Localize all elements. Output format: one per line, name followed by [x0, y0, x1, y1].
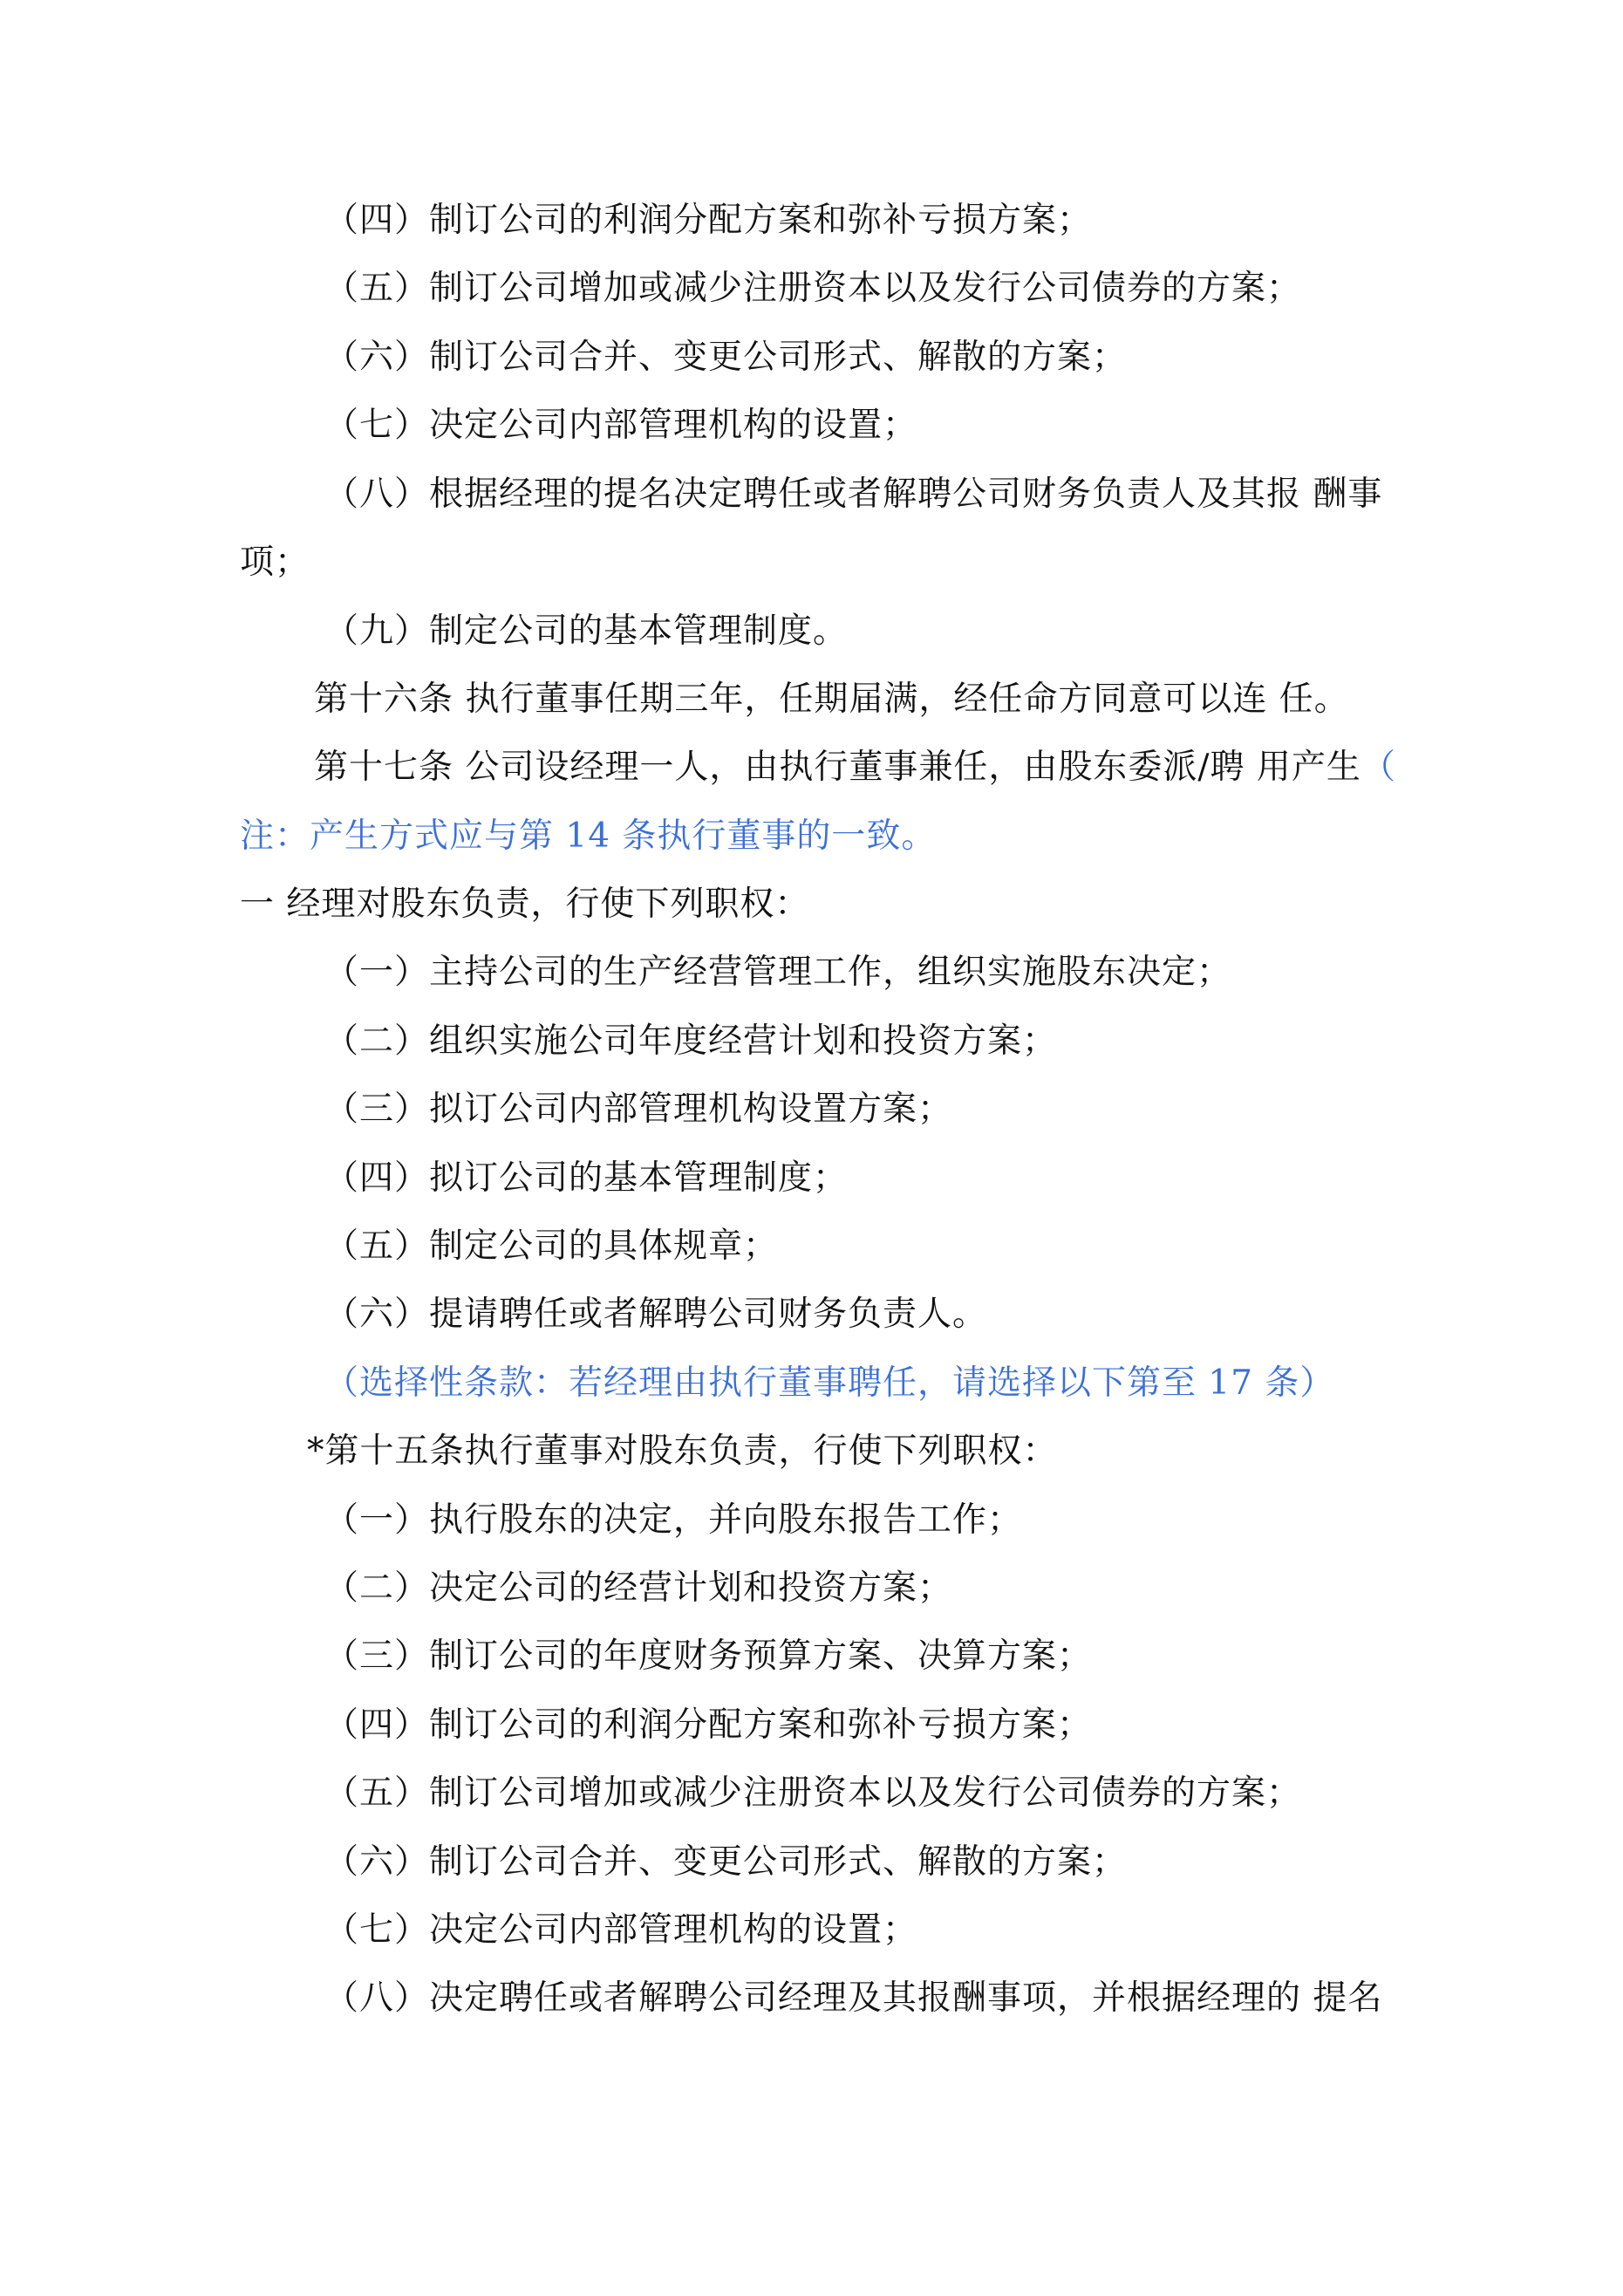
note-line: 注：产生方式应与第 14 条执行董事的一致。 [240, 817, 937, 856]
doc-line-24: （五）制订公司增加或减少注册资本以及发行公司债券的方案； [324, 1773, 1302, 1813]
doc-line-6: 项； [240, 543, 310, 582]
doc-line-13: （二）组织实施公司年度经营计划和投资方案； [324, 1022, 1058, 1061]
note-open-paren: （ [1360, 748, 1396, 787]
doc-line-15: （四）拟订公司的基本管理制度； [324, 1158, 849, 1198]
doc-line-26: （七）决定公司内部管理机构的设置； [324, 1910, 918, 1950]
article-15-alt: *第十五条执行董事对股东负责，行使下列职权： [307, 1432, 1058, 1471]
doc-line-4: （七）决定公司内部管理机构的设置； [324, 406, 918, 445]
doc-line-2: （五）制订公司增加或减少注册资本以及发行公司债券的方案； [324, 269, 1302, 308]
doc-line-23: （四）制订公司的利润分配方案和弥补亏损方案； [324, 1705, 1093, 1745]
doc-line-1: （四）制订公司的利润分配方案和弥补亏损方案； [324, 201, 1093, 240]
doc-line-3: （六）制订公司合并、变更公司形式、解散的方案； [324, 338, 1128, 377]
article-17-text: 第十七条 公司设经理一人，由执行董事兼任，由股东委派/聘 用产生 [314, 748, 1361, 787]
article-17 [314, 746, 1396, 789]
doc-line-27: （八）决定聘任或者解聘公司经理及其报酬事项，并根据经理的 提名 [324, 1978, 1383, 2018]
doc-line-25: （六）制订公司合并、变更公司形式、解散的方案； [324, 1842, 1128, 1882]
doc-line-22: （三）制订公司的年度财务预算方案、决算方案； [324, 1637, 1093, 1676]
manager-duties-heading: 一 经理对股东负责，行使下列职权： [240, 885, 810, 924]
doc-line-7: （九）制定公司的基本管理制度。 [324, 612, 849, 651]
doc-line-17: （六）提请聘任或者解聘公司财务负责人。 [324, 1295, 988, 1334]
doc-line-21: （二）决定公司的经营计划和投资方案； [324, 1568, 953, 1608]
doc-line-20: （一）执行股东的决定，并向股东报告工作； [324, 1500, 1023, 1540]
optional-clause-note: （选择性条款：若经理由执行董事聘任，请选择以下第至 17 条） [324, 1363, 1335, 1403]
doc-line-14: （三）拟订公司内部管理机构设置方案； [324, 1090, 953, 1129]
doc-line-5: （八）根据经理的提名决定聘任或者解聘公司财务负责人及其报 酬事 [324, 475, 1383, 514]
doc-line-12: （一）主持公司的生产经营管理工作，组织实施股东决定； [324, 953, 1232, 992]
article-16: 第十六条 执行董事任期三年，任期届满，经任命方同意可以连 任。 [314, 680, 1349, 719]
doc-line-16: （五）制定公司的具体规章； [324, 1227, 779, 1266]
